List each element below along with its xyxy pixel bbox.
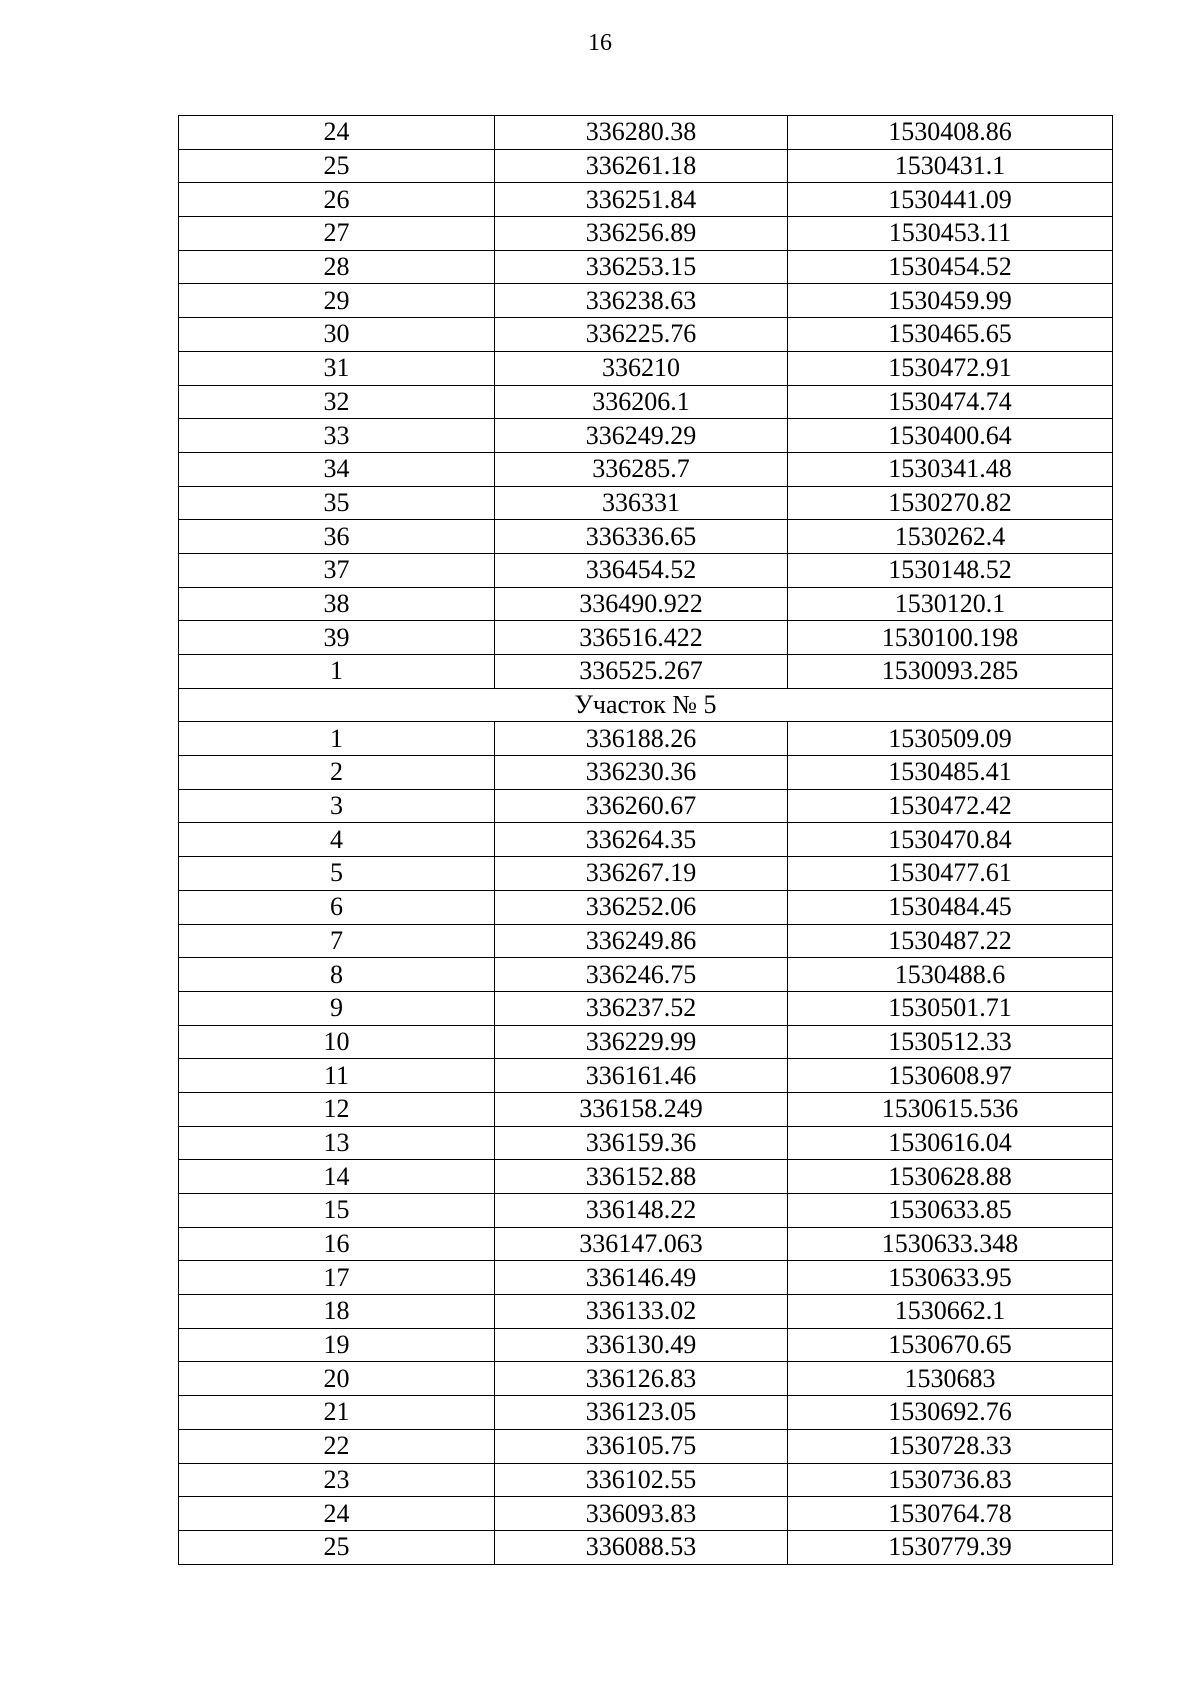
point-number-cell: 24 (179, 1497, 495, 1531)
x-coordinate-cell: 336525.267 (495, 655, 788, 689)
x-coordinate-cell: 336126.83 (495, 1362, 788, 1396)
y-coordinate-cell: 1530485.41 (788, 756, 1113, 790)
point-number-cell: 35 (179, 486, 495, 520)
table-row (179, 1463, 1113, 1497)
point-number-cell: 20 (179, 1362, 495, 1396)
table-row (179, 1497, 1113, 1531)
y-coordinate-cell: 1530615.536 (788, 1092, 1113, 1126)
x-coordinate-cell: 336252.06 (495, 890, 788, 924)
point-number-cell: 10 (179, 1025, 495, 1059)
table-row (179, 1160, 1113, 1194)
table-row (179, 722, 1113, 756)
point-number-cell: 15 (179, 1194, 495, 1228)
x-coordinate-cell: 336261.18 (495, 149, 788, 183)
table-row (179, 890, 1113, 924)
y-coordinate-cell: 1530736.83 (788, 1463, 1113, 1497)
y-coordinate-cell: 1530501.71 (788, 991, 1113, 1025)
y-coordinate-cell: 1530474.74 (788, 385, 1113, 419)
x-coordinate-cell: 336251.84 (495, 183, 788, 217)
x-coordinate-cell: 336331 (495, 486, 788, 520)
x-coordinate-cell: 336130.49 (495, 1328, 788, 1362)
x-coordinate-cell: 336123.05 (495, 1396, 788, 1430)
table-row (179, 1429, 1113, 1463)
point-number-cell: 5 (179, 857, 495, 891)
table-row (179, 621, 1113, 655)
y-coordinate-cell: 1530477.61 (788, 857, 1113, 891)
x-coordinate-cell: 336260.67 (495, 789, 788, 823)
table-row (179, 183, 1113, 217)
table-row (179, 1227, 1113, 1261)
x-coordinate-cell: 336210 (495, 351, 788, 385)
point-number-cell: 27 (179, 217, 495, 251)
point-number-cell: 18 (179, 1295, 495, 1329)
point-number-cell: 11 (179, 1059, 495, 1093)
coordinates-table-body (179, 116, 1113, 1565)
x-coordinate-cell: 336152.88 (495, 1160, 788, 1194)
point-number-cell: 34 (179, 452, 495, 486)
x-coordinate-cell: 336146.49 (495, 1261, 788, 1295)
table-row (179, 553, 1113, 587)
table-row (179, 924, 1113, 958)
x-coordinate-cell: 336102.55 (495, 1463, 788, 1497)
table-row (179, 1328, 1113, 1362)
point-number-cell: 26 (179, 183, 495, 217)
table-row (179, 1362, 1113, 1396)
y-coordinate-cell: 1530441.09 (788, 183, 1113, 217)
point-number-cell: 39 (179, 621, 495, 655)
x-coordinate-cell: 336188.26 (495, 722, 788, 756)
x-coordinate-cell: 336206.1 (495, 385, 788, 419)
y-coordinate-cell: 1530728.33 (788, 1429, 1113, 1463)
table-row (179, 1092, 1113, 1126)
point-number-cell: 14 (179, 1160, 495, 1194)
point-number-cell: 17 (179, 1261, 495, 1295)
y-coordinate-cell: 1530692.76 (788, 1396, 1113, 1430)
point-number-cell: 1 (179, 722, 495, 756)
table-row (179, 1530, 1113, 1564)
point-number-cell: 33 (179, 419, 495, 453)
x-coordinate-cell: 336249.86 (495, 924, 788, 958)
x-coordinate-cell: 336161.46 (495, 1059, 788, 1093)
y-coordinate-cell: 1530633.95 (788, 1261, 1113, 1295)
x-coordinate-cell: 336253.15 (495, 250, 788, 284)
x-coordinate-cell: 336249.29 (495, 419, 788, 453)
y-coordinate-cell: 1530408.86 (788, 116, 1113, 150)
x-coordinate-cell: 336147.063 (495, 1227, 788, 1261)
y-coordinate-cell: 1530465.65 (788, 318, 1113, 352)
y-coordinate-cell: 1530670.65 (788, 1328, 1113, 1362)
table-row (179, 385, 1113, 419)
x-coordinate-cell: 336237.52 (495, 991, 788, 1025)
table-row (179, 823, 1113, 857)
point-number-cell: 7 (179, 924, 495, 958)
point-number-cell: 4 (179, 823, 495, 857)
table-row (179, 1059, 1113, 1093)
y-coordinate-cell: 1530431.1 (788, 149, 1113, 183)
point-number-cell: 1 (179, 655, 495, 689)
x-coordinate-cell: 336148.22 (495, 1194, 788, 1228)
y-coordinate-cell: 1530608.97 (788, 1059, 1113, 1093)
x-coordinate-cell: 336230.36 (495, 756, 788, 790)
point-number-cell: 16 (179, 1227, 495, 1261)
x-coordinate-cell: 336490.922 (495, 587, 788, 621)
y-coordinate-cell: 1530487.22 (788, 924, 1113, 958)
x-coordinate-cell: 336246.75 (495, 958, 788, 992)
y-coordinate-cell: 1530270.82 (788, 486, 1113, 520)
table-row (179, 756, 1113, 790)
table-row (179, 419, 1113, 453)
table-row (179, 452, 1113, 486)
x-coordinate-cell: 336105.75 (495, 1429, 788, 1463)
point-number-cell: 28 (179, 250, 495, 284)
y-coordinate-cell: 1530093.285 (788, 655, 1113, 689)
table-row (179, 1194, 1113, 1228)
y-coordinate-cell: 1530764.78 (788, 1497, 1113, 1531)
table-row (179, 217, 1113, 251)
y-coordinate-cell: 1530662.1 (788, 1295, 1113, 1329)
y-coordinate-cell: 1530120.1 (788, 587, 1113, 621)
y-coordinate-cell: 1530472.42 (788, 789, 1113, 823)
point-number-cell: 25 (179, 1530, 495, 1564)
point-number-cell: 2 (179, 756, 495, 790)
table-row (179, 1295, 1113, 1329)
y-coordinate-cell: 1530459.99 (788, 284, 1113, 318)
x-coordinate-cell: 336133.02 (495, 1295, 788, 1329)
x-coordinate-cell: 336285.7 (495, 452, 788, 486)
table-row (179, 284, 1113, 318)
point-number-cell: 37 (179, 553, 495, 587)
y-coordinate-cell: 1530262.4 (788, 520, 1113, 554)
point-number-cell: 36 (179, 520, 495, 554)
point-number-cell: 23 (179, 1463, 495, 1497)
y-coordinate-cell: 1530633.85 (788, 1194, 1113, 1228)
point-number-cell: 22 (179, 1429, 495, 1463)
coordinates-table (178, 115, 1113, 1565)
y-coordinate-cell: 1530616.04 (788, 1126, 1113, 1160)
table-row (179, 1025, 1113, 1059)
x-coordinate-cell: 336238.63 (495, 284, 788, 318)
y-coordinate-cell: 1530509.09 (788, 722, 1113, 756)
y-coordinate-cell: 1530454.52 (788, 250, 1113, 284)
y-coordinate-cell: 1530341.48 (788, 452, 1113, 486)
y-coordinate-cell: 1530400.64 (788, 419, 1113, 453)
x-coordinate-cell: 336264.35 (495, 823, 788, 857)
x-coordinate-cell: 336093.83 (495, 1497, 788, 1531)
page-number: 16 (588, 30, 612, 56)
y-coordinate-cell: 1530148.52 (788, 553, 1113, 587)
y-coordinate-cell: 1530628.88 (788, 1160, 1113, 1194)
x-coordinate-cell: 336267.19 (495, 857, 788, 891)
point-number-cell: 6 (179, 890, 495, 924)
point-number-cell: 3 (179, 789, 495, 823)
point-number-cell: 12 (179, 1092, 495, 1126)
section-header-row (179, 688, 1113, 722)
x-coordinate-cell: 336336.65 (495, 520, 788, 554)
y-coordinate-cell: 1530453.11 (788, 217, 1113, 251)
x-coordinate-cell: 336088.53 (495, 1530, 788, 1564)
table-row (179, 587, 1113, 621)
table-row (179, 149, 1113, 183)
x-coordinate-cell: 336516.422 (495, 621, 788, 655)
x-coordinate-cell: 336229.99 (495, 1025, 788, 1059)
y-coordinate-cell: 1530488.6 (788, 958, 1113, 992)
y-coordinate-cell: 1530512.33 (788, 1025, 1113, 1059)
point-number-cell: 21 (179, 1396, 495, 1430)
point-number-cell: 31 (179, 351, 495, 385)
table-row (179, 250, 1113, 284)
table-row (179, 1396, 1113, 1430)
table-row (179, 1261, 1113, 1295)
x-coordinate-cell: 336280.38 (495, 116, 788, 150)
point-number-cell: 8 (179, 958, 495, 992)
table-row (179, 520, 1113, 554)
table-row (179, 486, 1113, 520)
y-coordinate-cell: 1530633.348 (788, 1227, 1113, 1261)
point-number-cell: 30 (179, 318, 495, 352)
point-number-cell: 29 (179, 284, 495, 318)
table-row (179, 789, 1113, 823)
point-number-cell: 38 (179, 587, 495, 621)
x-coordinate-cell: 336454.52 (495, 553, 788, 587)
y-coordinate-cell: 1530683 (788, 1362, 1113, 1396)
y-coordinate-cell: 1530470.84 (788, 823, 1113, 857)
x-coordinate-cell: 336159.36 (495, 1126, 788, 1160)
y-coordinate-cell: 1530472.91 (788, 351, 1113, 385)
y-coordinate-cell: 1530100.198 (788, 621, 1113, 655)
table-row (179, 116, 1113, 150)
table-row (179, 958, 1113, 992)
point-number-cell: 24 (179, 116, 495, 150)
section-title: Участок № 5 (179, 688, 1113, 722)
table-row (179, 991, 1113, 1025)
x-coordinate-cell: 336256.89 (495, 217, 788, 251)
table-row (179, 351, 1113, 385)
table-row (179, 1126, 1113, 1160)
point-number-cell: 25 (179, 149, 495, 183)
point-number-cell: 13 (179, 1126, 495, 1160)
point-number-cell: 9 (179, 991, 495, 1025)
point-number-cell: 32 (179, 385, 495, 419)
table-row (179, 318, 1113, 352)
table-row (179, 655, 1113, 689)
x-coordinate-cell: 336225.76 (495, 318, 788, 352)
table-row (179, 857, 1113, 891)
y-coordinate-cell: 1530779.39 (788, 1530, 1113, 1564)
point-number-cell: 19 (179, 1328, 495, 1362)
x-coordinate-cell: 336158.249 (495, 1092, 788, 1126)
y-coordinate-cell: 1530484.45 (788, 890, 1113, 924)
